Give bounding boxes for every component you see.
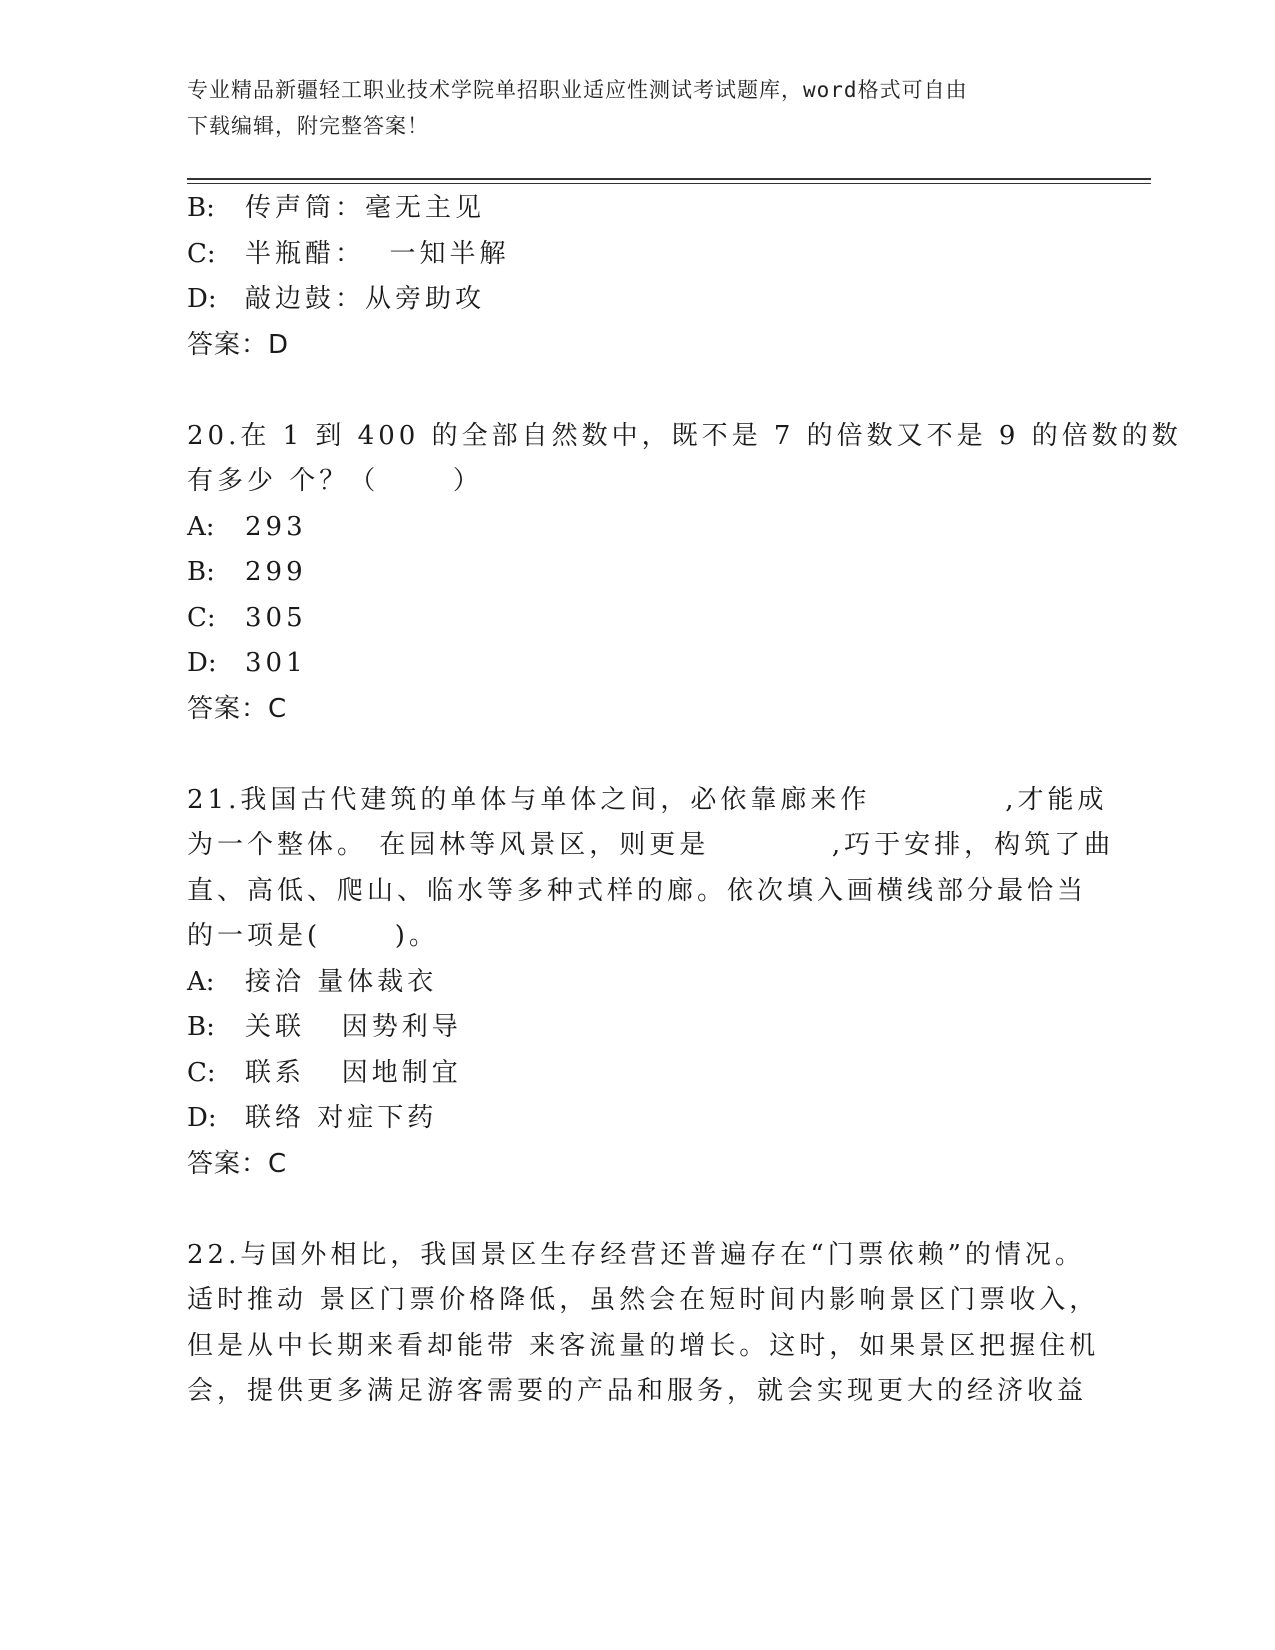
option-b xyxy=(187,1005,1087,1051)
question-21 xyxy=(187,778,1115,1188)
option-d xyxy=(187,1096,1087,1142)
question-22 xyxy=(187,1233,1100,1415)
question-stem-line: 为一个整体。 在园林等风景区，则更是 ,巧于安排，构筑了曲 xyxy=(187,830,1115,860)
option-a xyxy=(187,505,1087,551)
question-20 xyxy=(187,414,1182,733)
answer-line: 答案：C xyxy=(187,1148,288,1179)
option-letter: C: xyxy=(187,602,216,633)
header-line-2: 下载编辑，附完整答案！ xyxy=(187,114,429,138)
option-d xyxy=(187,641,1087,687)
option-a xyxy=(187,960,1087,1006)
header-line-1: 专业精品新疆轻工职业技术学院单招职业适应性测试考试题库，word格式可自由 xyxy=(187,78,968,102)
page-header xyxy=(187,72,1087,144)
option-text: 301 xyxy=(245,648,307,678)
option-text: 敲边鼓：从旁助攻 xyxy=(245,284,486,314)
spacer xyxy=(187,732,1087,778)
question-stem-line: 的一项是( )。 xyxy=(187,921,439,951)
option-c xyxy=(187,1051,1087,1097)
answer-line: 答案：D xyxy=(187,329,290,360)
option-b xyxy=(187,550,1087,596)
option-text: 299 xyxy=(245,557,307,587)
option-d xyxy=(187,277,1087,323)
option-letter: B: xyxy=(187,557,215,587)
option-letter: A: xyxy=(187,966,215,997)
spacer xyxy=(187,368,1087,414)
option-text: 305 xyxy=(245,602,307,633)
option-text: 传声筒：毫无主见 xyxy=(245,193,486,223)
option-letter: D: xyxy=(187,648,217,678)
option-letter: D: xyxy=(187,284,217,314)
answer-line: 答案：C xyxy=(187,693,288,724)
question-stem-line: 适时推动 景区门票价格降低，虽然会在短时间内影响景区门票收入， xyxy=(187,1285,1100,1315)
option-text: 接洽 量体裁衣 xyxy=(245,966,438,997)
header-rule-thick xyxy=(187,178,1151,180)
question-19-continued xyxy=(187,186,1087,368)
option-letter: B: xyxy=(187,1012,215,1042)
question-stem-line: 22.与国外相比，我国景区生存经营还普遍存在“门票依赖”的情况。 xyxy=(187,1239,1085,1270)
option-c xyxy=(187,232,1087,278)
option-text: 联系 因地制宜 xyxy=(245,1057,462,1088)
question-stem-line: 20.在 1 到 400 的全部自然数中，既不是 7 的倍数又不是 9 的倍数的数 xyxy=(187,420,1182,451)
header-rule-thin xyxy=(187,183,1151,184)
option-text: 293 xyxy=(245,511,307,542)
question-stem-line: 有多少 个？（ ） xyxy=(187,466,483,496)
option-text: 半瓶醋： 一知半解 xyxy=(245,238,510,269)
question-stem-line: 21.我国古代建筑的单体与单体之间，必依靠廊来作 ,才能成 xyxy=(187,784,1108,815)
spacer xyxy=(187,1187,1087,1233)
option-b xyxy=(187,186,1087,232)
option-letter: C: xyxy=(187,1057,216,1088)
question-content xyxy=(187,186,1182,1415)
question-stem-line: 但是从中长期来看却能带 来客流量的增长。这时，如果景区把握住机 xyxy=(187,1330,1100,1361)
option-letter: C: xyxy=(187,238,216,269)
question-stem-line: 会，提供更多满足游客需要的产品和服务，就会实现更大的经济收益 xyxy=(187,1376,1088,1406)
option-letter: A: xyxy=(187,511,215,542)
option-text: 关联 因势利导 xyxy=(245,1012,462,1042)
option-text: 联络 对症下药 xyxy=(245,1103,438,1133)
question-stem-line: 直、高低、爬山、临水等多种式样的廊。依次填入画横线部分最恰当 xyxy=(187,875,1088,906)
option-c xyxy=(187,596,1087,642)
option-letter: B: xyxy=(187,193,215,223)
option-letter: D: xyxy=(187,1103,217,1133)
